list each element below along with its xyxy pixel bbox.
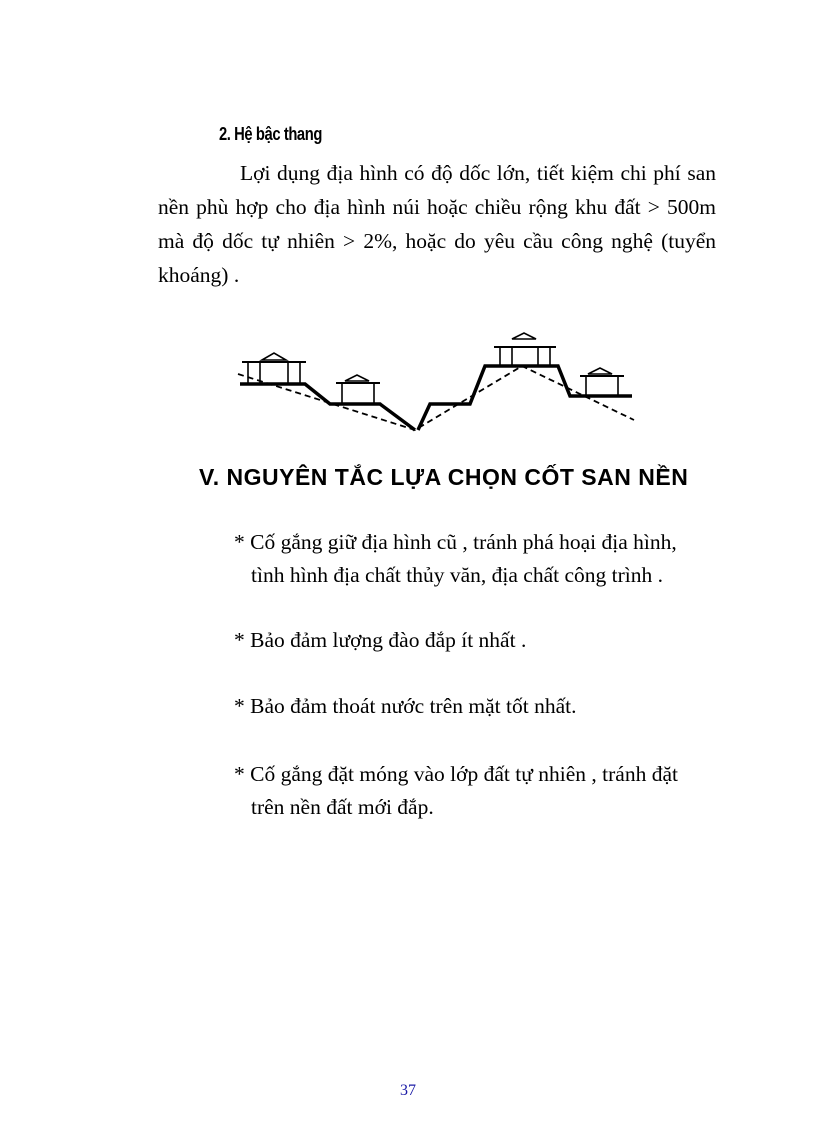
house-icon: [494, 333, 556, 365]
principle-item: [234, 758, 714, 824]
principle-line: trên nền đất mới đắp.: [251, 795, 434, 819]
house-icon: [336, 375, 380, 403]
terraced-ground-line: [240, 384, 415, 430]
principle-item: [234, 624, 714, 657]
principle-line: * Cố gắng giữ địa hình cũ , tránh phá hoại địa hình,: [234, 530, 677, 554]
natural-ground-line: [238, 366, 634, 430]
principle-line: * Cố gắng đặt móng vào lớp đất tự nhiên , tránh đặt: [234, 762, 678, 786]
subsection-paragraph: Lợi dụng địa hình có độ dốc lớn, tiết kiệm chi phí san nền phù hợp cho địa hình núi hoặc chiều rộng khu đất > 500m mà độ dốc tự nhiên > 2%, hoặc do yêu cầu công nghệ (tuyển khoáng) .: [158, 161, 716, 287]
principle-line: * Bảo đảm thoát nước trên mặt tốt nhất.: [234, 694, 577, 718]
terrace-diagram: [230, 326, 640, 438]
principle-item: [234, 526, 714, 592]
page-number: 37: [400, 1082, 416, 1099]
section-title: V. NGUYÊN TẮC LỰA CHỌN CỐT SAN NỀN: [199, 464, 689, 490]
principle-line: tình hình địa chất thủy văn, địa chất công trình .: [251, 563, 663, 587]
principle-item: [234, 690, 714, 723]
subsection-title: 2. Hệ bậc thang: [219, 124, 322, 144]
principle-line: * Bảo đảm lượng đào đắp ít nhất .: [234, 628, 527, 652]
house-icon: [580, 368, 624, 395]
